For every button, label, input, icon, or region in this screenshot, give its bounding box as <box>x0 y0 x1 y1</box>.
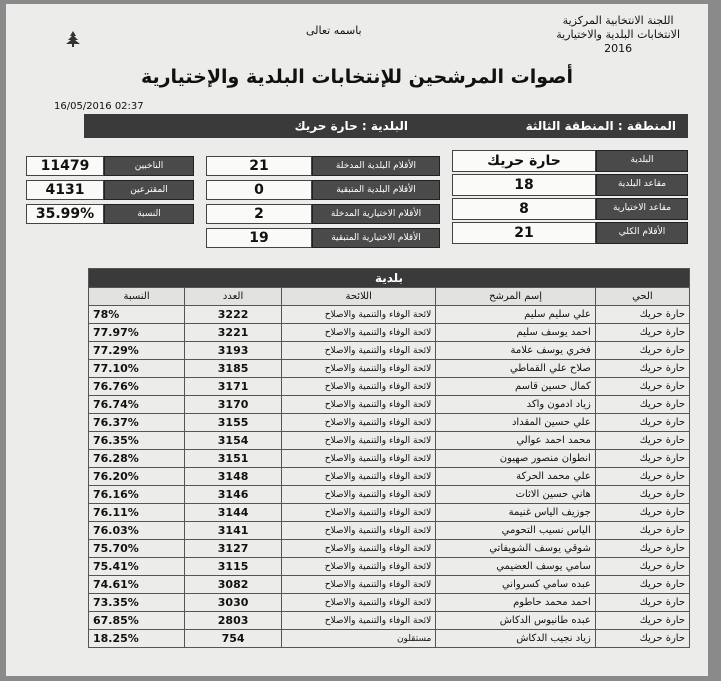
cell-candidate-name: صلاح علي القماطي <box>436 360 596 378</box>
cell-list: لائحة الوفاء والتنمية والاصلاح <box>282 558 436 576</box>
cell-candidate-name: علي سليم سليم <box>436 306 596 324</box>
cell-percent: 76.11% <box>89 504 185 522</box>
cell-percent: 75.70% <box>89 540 185 558</box>
table-row <box>89 522 690 540</box>
col-header-name: إسم المرشح <box>436 288 596 306</box>
election-year: 2016 <box>604 42 633 55</box>
cell-count: 3185 <box>185 360 282 378</box>
cell-candidate-name: احمد يوسف سليم <box>436 324 596 342</box>
cell-count: 3127 <box>185 540 282 558</box>
cell-count: 3146 <box>185 486 282 504</box>
section-title: بلدية <box>89 269 690 288</box>
cell-candidate-name: كمال حسين قاسم <box>436 378 596 396</box>
cell-list: لائحة الوفاء والتنمية والاصلاح <box>282 360 436 378</box>
voters-value: 11479 <box>26 156 104 176</box>
cell-percent: 76.03% <box>89 522 185 540</box>
cell-candidate-name: عبده طانيوس الدكاش <box>436 612 596 630</box>
cell-count: 3193 <box>185 342 282 360</box>
cell-count: 3221 <box>185 324 282 342</box>
mukhtar-seats-label: مقاعد الاختيارية <box>596 198 688 220</box>
participants-label: المقترعين <box>104 180 194 200</box>
cell-list: لائحة الوفاء والتنمية والاصلاح <box>282 324 436 342</box>
table-row <box>89 414 690 432</box>
cell-percent: 76.76% <box>89 378 185 396</box>
table-row <box>89 306 690 324</box>
cell-count: 3082 <box>185 576 282 594</box>
cell-count: 3171 <box>185 378 282 396</box>
cell-list: لائحة الوفاء والتنمية والاصلاح <box>282 414 436 432</box>
cell-count: 3141 <box>185 522 282 540</box>
basmala: باسمه تعالى <box>306 24 362 37</box>
cell-hay: حارة حريك <box>595 522 689 540</box>
cell-list: لائحة الوفاء والتنمية والاصلاح <box>282 432 436 450</box>
region-municipality: البلدية : حارة حريك <box>294 119 408 133</box>
cell-list: لائحة الوفاء والتنمية والاصلاح <box>282 378 436 396</box>
cell-percent: 73.35% <box>89 594 185 612</box>
cell-candidate-name: انطوان منصور صهيون <box>436 450 596 468</box>
cell-list: لائحة الوفاء والتنمية والاصلاح <box>282 396 436 414</box>
cell-hay: حارة حريك <box>595 540 689 558</box>
cell-percent: 76.37% <box>89 414 185 432</box>
cell-count: 3030 <box>185 594 282 612</box>
cell-candidate-name: زياد نجيب الدكاش <box>436 630 596 648</box>
cell-list: لائحة الوفاء والتنمية والاصلاح <box>282 612 436 630</box>
cell-list: لائحة الوفاء والتنمية والاصلاح <box>282 306 436 324</box>
cell-list: لائحة الوفاء والتنمية والاصلاح <box>282 468 436 486</box>
cell-list: لائحة الوفاء والتنمية والاصلاح <box>282 522 436 540</box>
cell-candidate-name: هاني حسين الاثات <box>436 486 596 504</box>
mukhtar-seats-value: 8 <box>452 198 596 220</box>
cell-percent: 76.16% <box>89 486 185 504</box>
mun-pens-entered-label: الأقلام البلدية المدخلة <box>312 156 440 176</box>
cell-candidate-name: سامي يوسف العضيمي <box>436 558 596 576</box>
mun-pens-entered-value: 21 <box>206 156 312 176</box>
participants-value: 4131 <box>26 180 104 200</box>
mukh-pens-remaining-label: الأقلام الاختيارية المتبقية <box>312 228 440 248</box>
cell-hay: حارة حريك <box>595 432 689 450</box>
cell-hay: حارة حريك <box>595 630 689 648</box>
municipality-label: البلدية <box>596 150 688 172</box>
table-row <box>89 486 690 504</box>
page-title: أصوات المرشحين للإنتخابات البلدية والإختيارية <box>140 66 574 88</box>
mun-pens-remaining-value: 0 <box>206 180 312 200</box>
cell-hay: حارة حريك <box>595 396 689 414</box>
cell-count: 3148 <box>185 468 282 486</box>
cell-list: لائحة الوفاء والتنمية والاصلاح <box>282 504 436 522</box>
cell-list: لائحة الوفاء والتنمية والاصلاح <box>282 486 436 504</box>
cell-count: 3115 <box>185 558 282 576</box>
cell-hay: حارة حريك <box>595 306 689 324</box>
cell-candidate-name: زياد ادمون واكد <box>436 396 596 414</box>
cell-candidate-name: جوزيف الياس غنيمة <box>436 504 596 522</box>
table-row <box>89 558 690 576</box>
cell-candidate-name: علي محمد الحركة <box>436 468 596 486</box>
cell-candidate-name: الياس نسيب التحومي <box>436 522 596 540</box>
ratio-value: 35.99% <box>26 204 104 224</box>
cell-percent: 77.29% <box>89 342 185 360</box>
cell-candidate-name: احمد محمد حاطوم <box>436 594 596 612</box>
cell-percent: 67.85% <box>89 612 185 630</box>
region-bar <box>84 114 688 138</box>
mukh-pens-remaining-value: 19 <box>206 228 312 248</box>
municipal-seats-label: مقاعد البلدية <box>596 174 688 196</box>
table-row <box>89 324 690 342</box>
table-row <box>89 342 690 360</box>
cell-hay: حارة حريك <box>595 468 689 486</box>
mukh-pens-entered-label: الأقلام الاختيارية المدخلة <box>312 204 440 224</box>
table-row <box>89 576 690 594</box>
table-row <box>89 396 690 414</box>
cell-count: 2803 <box>185 612 282 630</box>
table-row <box>89 468 690 486</box>
cell-list: لائحة الوفاء والتنمية والاصلاح <box>282 594 436 612</box>
cell-candidate-name: محمد احمد عوالي <box>436 432 596 450</box>
ratio-label: النسبة <box>104 204 194 224</box>
cell-count: 3151 <box>185 450 282 468</box>
table-row <box>89 630 690 648</box>
cell-hay: حارة حريك <box>595 378 689 396</box>
cell-hay: حارة حريك <box>595 504 689 522</box>
voters-label: الناخبين <box>104 156 194 176</box>
cell-list: لائحة الوفاء والتنمية والاصلاح <box>282 576 436 594</box>
cell-count: 3155 <box>185 414 282 432</box>
cell-list: لائحة الوفاء والتنمية والاصلاح <box>282 540 436 558</box>
table-row <box>89 360 690 378</box>
cell-percent: 77.10% <box>89 360 185 378</box>
cell-percent: 76.28% <box>89 450 185 468</box>
org-header <box>556 14 680 56</box>
cell-candidate-name: عبده سامي كسرواني <box>436 576 596 594</box>
cell-percent: 76.35% <box>89 432 185 450</box>
cedar-emblem-icon <box>62 30 84 53</box>
table-row <box>89 378 690 396</box>
cell-hay: حارة حريك <box>595 414 689 432</box>
cell-count: 754 <box>185 630 282 648</box>
results-sheet <box>6 4 708 676</box>
cell-hay: حارة حريك <box>595 612 689 630</box>
cell-list: مستقلون <box>282 630 436 648</box>
cell-percent: 74.61% <box>89 576 185 594</box>
cell-percent: 75.41% <box>89 558 185 576</box>
mukh-pens-entered-value: 2 <box>206 204 312 224</box>
table-row <box>89 432 690 450</box>
cell-list: لائحة الوفاء والتنمية والاصلاح <box>282 342 436 360</box>
cell-count: 3154 <box>185 432 282 450</box>
cell-candidate-name: شوقي يوسف الشويفاتي <box>436 540 596 558</box>
cell-candidate-name: فخري يوسف علامة <box>436 342 596 360</box>
cell-hay: حارة حريك <box>595 576 689 594</box>
col-header-list: اللائحة <box>282 288 436 306</box>
cell-count: 3144 <box>185 504 282 522</box>
cell-hay: حارة حريك <box>595 594 689 612</box>
table-row <box>89 540 690 558</box>
cell-list: لائحة الوفاء والتنمية والاصلاح <box>282 450 436 468</box>
table-row <box>89 450 690 468</box>
cell-percent: 76.74% <box>89 396 185 414</box>
mun-pens-remaining-label: الأقلام البلدية المتبقية <box>312 180 440 200</box>
cell-count: 3222 <box>185 306 282 324</box>
table-row <box>89 612 690 630</box>
cell-percent: 78% <box>89 306 185 324</box>
total-pens-label: الأقلام الكلي <box>596 222 688 244</box>
results-table <box>88 268 690 648</box>
col-header-count: العدد <box>185 288 282 306</box>
cell-hay: حارة حريك <box>595 324 689 342</box>
cell-candidate-name: علي حسين المقداد <box>436 414 596 432</box>
cell-hay: حارة حريك <box>595 558 689 576</box>
cell-hay: حارة حريك <box>595 450 689 468</box>
cell-hay: حارة حريك <box>595 486 689 504</box>
col-header-pct: النسبة <box>89 288 185 306</box>
cell-percent: 18.25% <box>89 630 185 648</box>
table-row <box>89 504 690 522</box>
table-row <box>89 594 690 612</box>
col-header-hay: الحي <box>595 288 689 306</box>
election-name: الانتخابات البلدية والاختيارية <box>556 28 680 41</box>
cell-count: 3170 <box>185 396 282 414</box>
cell-percent: 76.20% <box>89 468 185 486</box>
cell-hay: حارة حريك <box>595 360 689 378</box>
cell-hay: حارة حريك <box>595 342 689 360</box>
org-name: اللجنة الانتخابية المركزية <box>562 14 674 27</box>
region-area: المنطقة : المنطقة الثالثة <box>525 119 676 133</box>
cell-percent: 77.97% <box>89 324 185 342</box>
total-pens-value: 21 <box>452 222 596 244</box>
municipal-seats-value: 18 <box>452 174 596 196</box>
municipality-value: حارة حريك <box>452 150 596 172</box>
report-datetime: 16/05/2016 02:37 <box>54 101 144 112</box>
